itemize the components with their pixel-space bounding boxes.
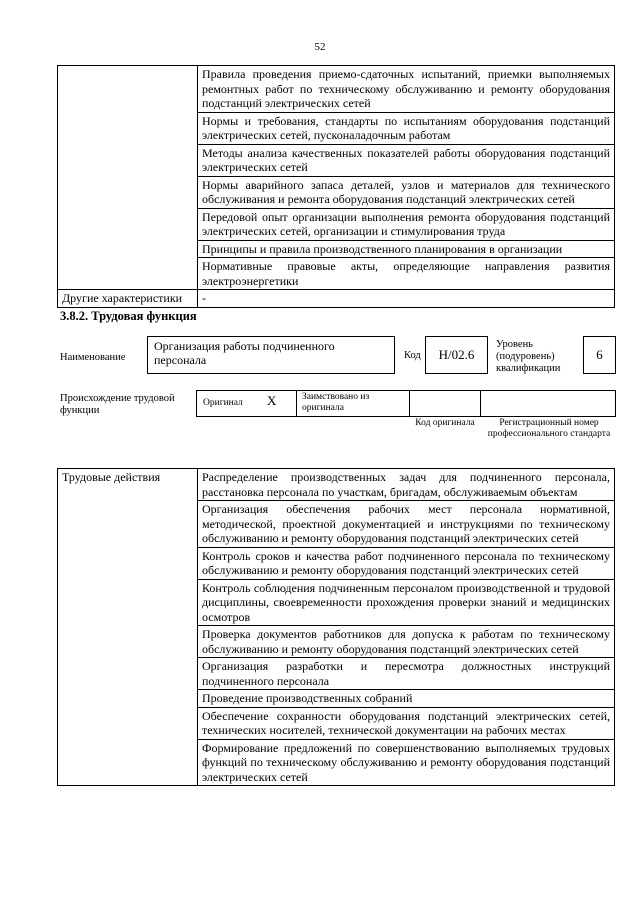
table-cell: Организация разработки и пересмотра должностных инструкций подчиненного персонала [198, 658, 615, 690]
function-code-box [425, 336, 488, 374]
table-cell: Организация обеспечения рабочих мест персонала нормативной, методической, проектной документацией и инструкциями по техническому обслуживанию и ремонту оборудования подстанций электрических сетей [198, 501, 615, 548]
original-mark: X [267, 393, 277, 408]
page-number: 52 [314, 41, 326, 53]
original-label: Оригинал [203, 398, 243, 408]
original-box [196, 390, 297, 417]
code-label: Код [404, 350, 421, 361]
borrowed-box [296, 390, 410, 417]
registration-number-caption: Регистрационный номер профессионального стандарта [487, 418, 611, 439]
name-label: Наименование [60, 352, 126, 363]
section-heading: 3.8.2. Трудовая функция [60, 309, 197, 323]
table-cell: Проверка документов работников для допуска к работам по техническому обслуживанию и ремонту оборудования подстанций электрических сетей [198, 626, 615, 658]
origin-label: Происхождение трудовой функции [60, 393, 175, 416]
level-box [583, 336, 616, 374]
function-name-value: Организация работы подчиненного персонала [154, 339, 335, 367]
labour-actions-table [57, 468, 615, 786]
table-cell: Нормы и требования, стандарты по испытаниям оборудования подстанций электрических сетей, пусконаладочным работам [198, 112, 615, 144]
original-code-caption: Код оригинала [415, 418, 475, 428]
table-cell: Нормативные правовые акты, определяющие направления развития электроэнергетики [198, 258, 615, 290]
table-cell: Принципы и правила производственного планирования в организации [198, 240, 615, 258]
empty-label-cell [58, 66, 198, 290]
table-cell: Проведение производственных собраний [198, 690, 615, 708]
table-cell: Обеспечение сохранности оборудования подстанций электрических сетей, технических носителей, технической документации на рабочих местах [198, 707, 615, 739]
labour-actions-label: Трудовые действия [58, 469, 198, 786]
other-characteristics-value: - [198, 290, 615, 308]
table-cell: Контроль сроков и качества работ подчиненного персонала по техническому обслуживанию и ремонту оборудования подстанций электрических сетей [198, 547, 615, 579]
table-cell: Формирование предложений по совершенствованию выполняемых трудовых функций по техническому обслуживанию и ремонту оборудования подстанций электрических сетей [198, 739, 615, 786]
table-cell: Методы анализа качественных показателей работы оборудования подстанций электрических сетей [198, 144, 615, 176]
table-row [58, 290, 615, 308]
level-value: 6 [596, 347, 603, 362]
table-cell: Нормы аварийного запаса деталей, узлов и материалов для технического обслуживания и ремонта оборудования подстанций электрических сетей [198, 176, 615, 208]
function-name-box [147, 336, 395, 374]
table-cell: Передовой опыт организации выполнения ремонта оборудования подстанций электрических сетей, организации и стимулирования труда [198, 208, 615, 240]
table-cell: Контроль соблюдения подчиненным персоналом производственной и трудовой дисциплины, своевременности прохождения проверки знаний и медицинских осмотров [198, 579, 615, 626]
borrowed-label: Заимствовано из оригинала [302, 392, 370, 413]
original-code-box [409, 390, 481, 417]
table-cell: Распределение производственных задач для подчиненного персонала, расстановка персонала по участкам, бригадам, обслуживаемым объектам [198, 469, 615, 501]
level-label: Уровень (подуровень) квалификации [496, 339, 561, 374]
knowledge-table [57, 65, 615, 308]
registration-number-box [480, 390, 616, 417]
table-row [58, 469, 615, 501]
function-code-value: H/02.6 [438, 347, 475, 362]
table-row [58, 66, 615, 113]
table-cell: Правила проведения приемо-сдаточных испытаний, приемки выполняемых ремонтных работ по техническому обслуживанию и ремонту оборудования подстанций электрических сетей [198, 66, 615, 113]
other-characteristics-label: Другие характеристики [58, 290, 198, 308]
